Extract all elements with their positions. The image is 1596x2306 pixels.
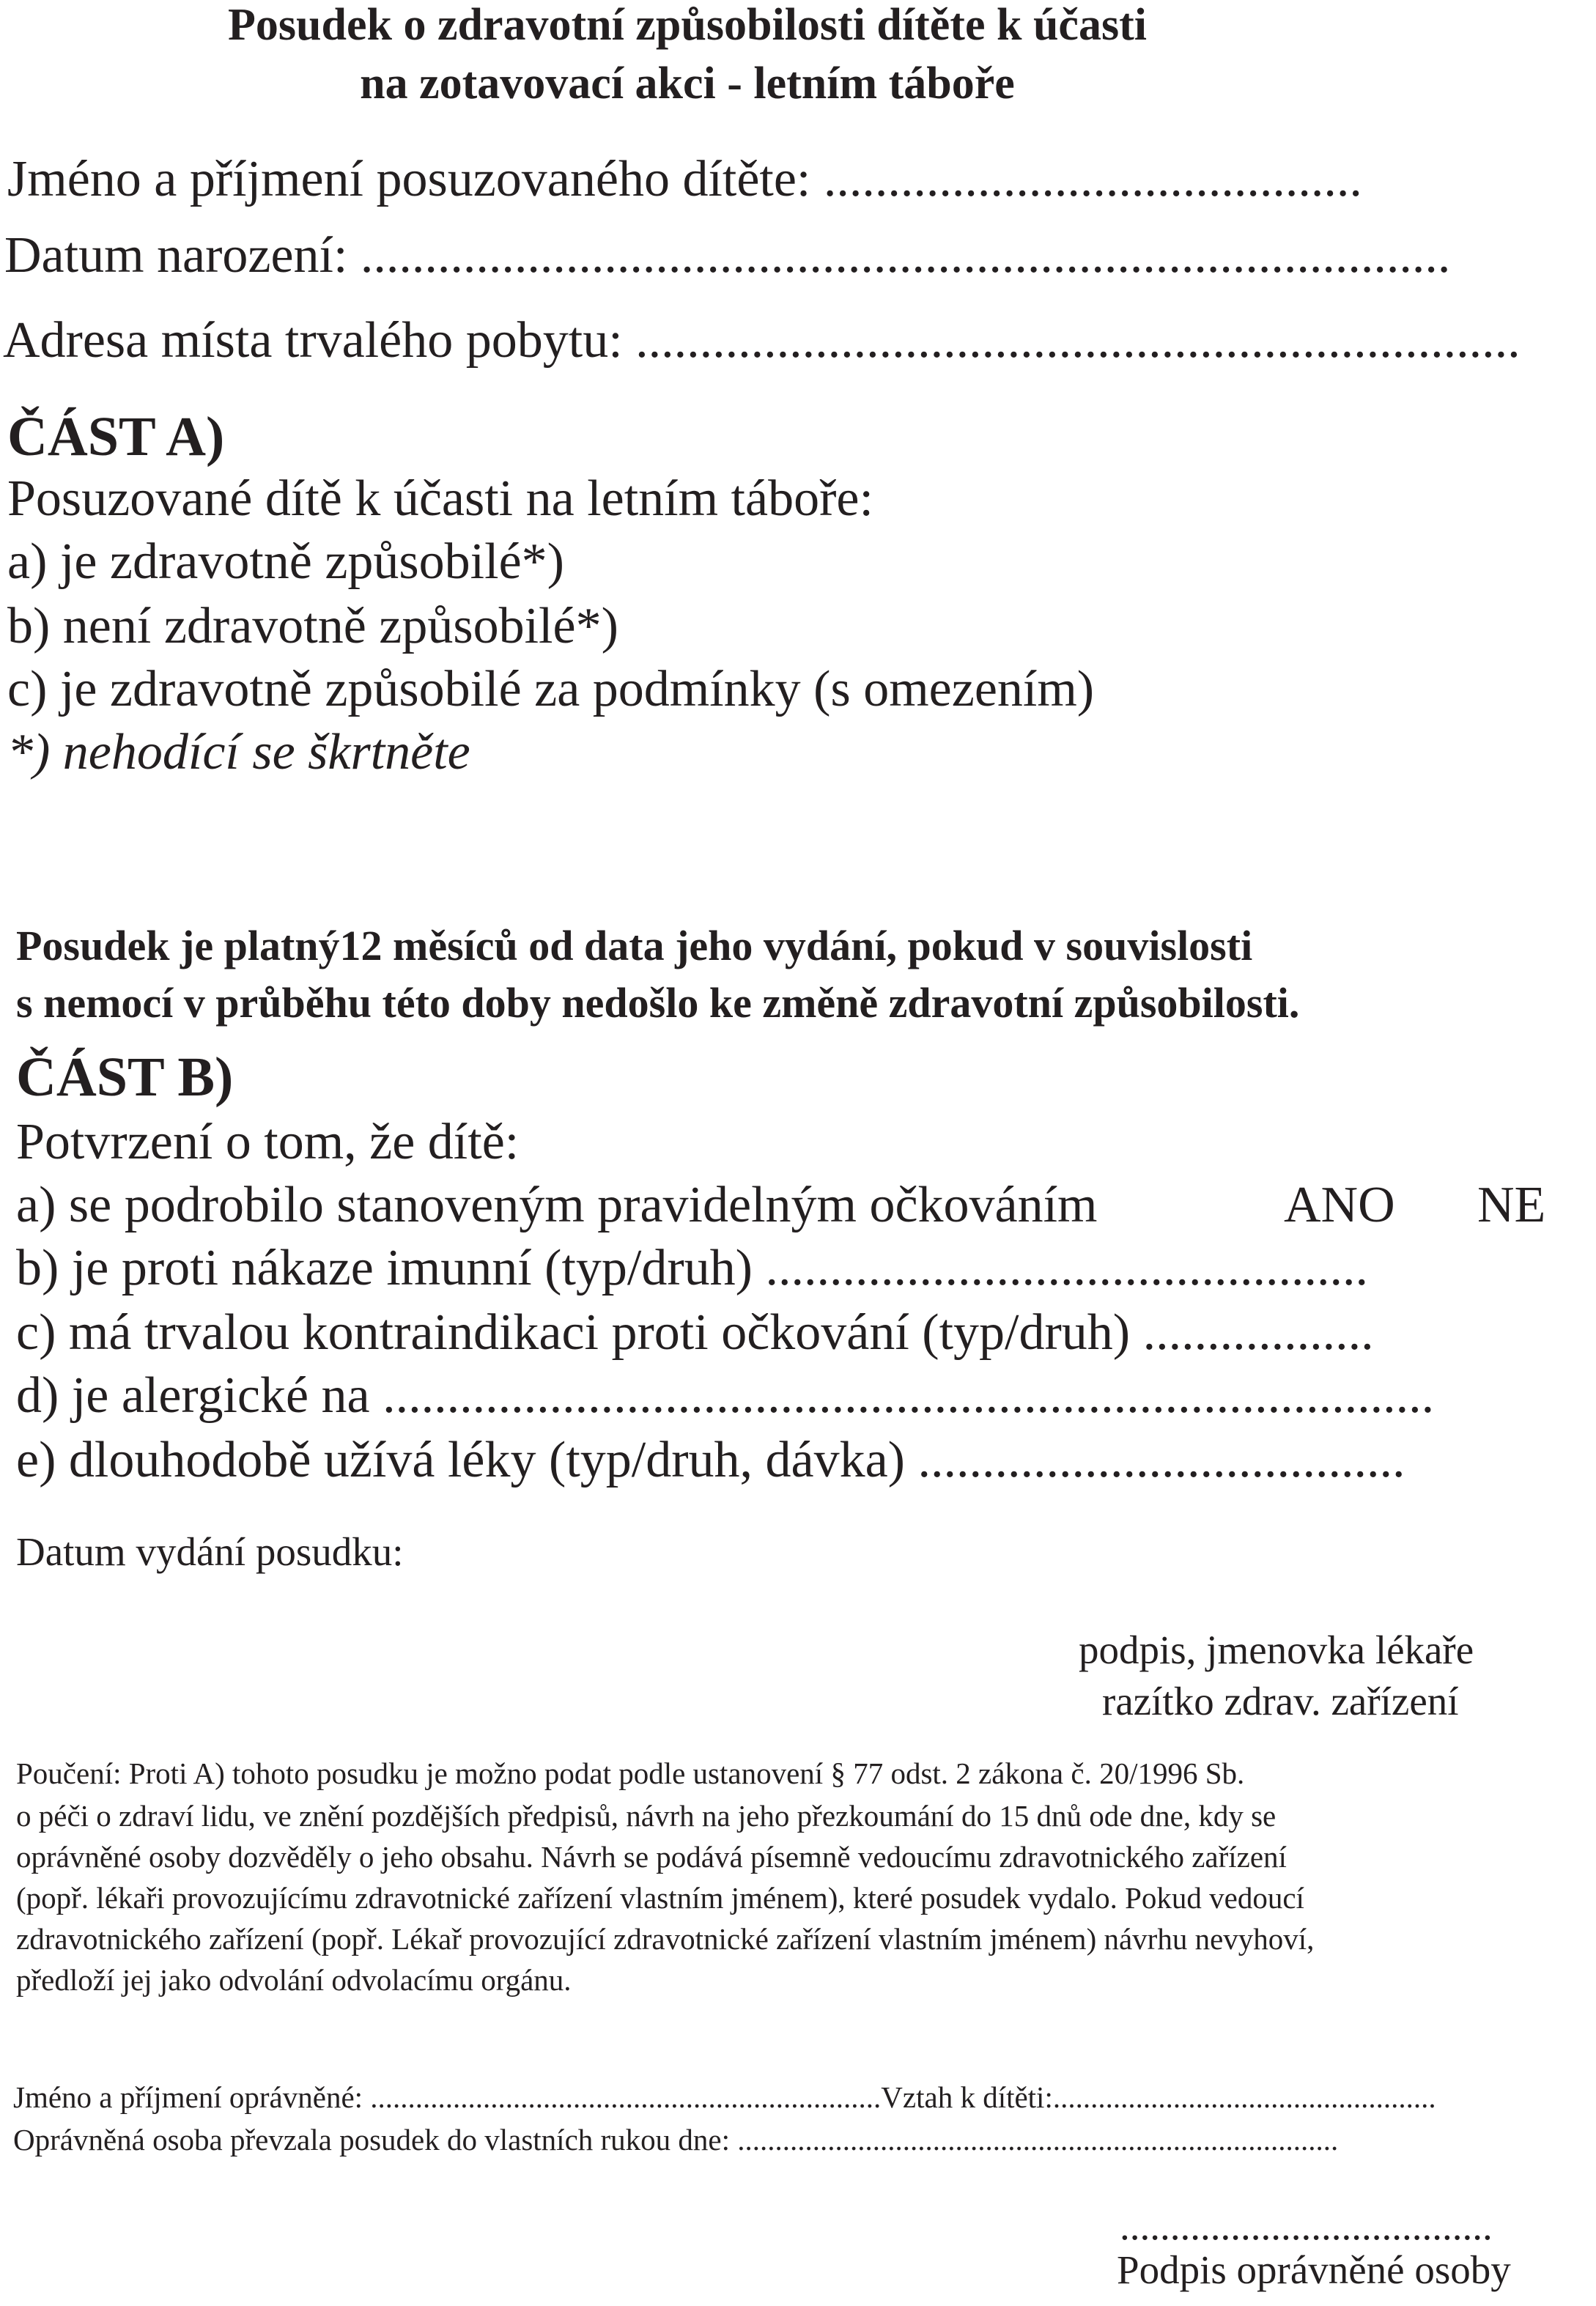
- notice-line-3: oprávněné osoby dozvěděly o jeho obsahu. Návrh se podává písemně vedoucímu zdravotnického zařízení: [16, 1840, 1287, 1874]
- notice-line-4: (popř. lékaři provozujícímu zdravotnické zařízení vlastním jménem), které posudek vydalo. Pokud vedoucí: [16, 1881, 1304, 1915]
- part-b-item-b[interactable]: b) je proti nákaze imunní (typ/druh) ...............................................: [16, 1240, 1368, 1296]
- authorized-signature-line[interactable]: .....................................: [1120, 2203, 1493, 2248]
- part-a-option-a[interactable]: a) je zdravotně způsobilé*): [7, 533, 564, 590]
- validity-note-line-1: Posudek je platný12 měsíců od data jeho vydání, pokud v souvislosti: [16, 922, 1253, 969]
- notice-line-1: Poučení: Proti A) tohoto posudku je možno podat podle ustanovení § 77 odst. 2 zákona č. 20/1996 Sb.: [16, 1756, 1245, 1790]
- part-b-intro: Potvrzení o tom, že dítě:: [16, 1114, 520, 1170]
- stamp-label: razítko zdrav. zařízení: [1102, 1679, 1459, 1723]
- part-b-heading: ČÁST B): [16, 1046, 234, 1108]
- authorized-name-relation-field[interactable]: Jméno a příjmení oprávněné: ....................................................................Vztah k dítěti:...................................................: [13, 2080, 1436, 2114]
- notice-line-2: o péči o zdraví lidu, ve znění pozdějších předpisů, návrh na jeho přezkoumání do 15 dnů ode dne, kdy se: [16, 1799, 1277, 1833]
- part-b-item-e[interactable]: e) dlouhodobě užívá léky (typ/druh, dávka) ......................................: [16, 1432, 1405, 1488]
- part-a-footnote: *) nehodící se škrtněte: [7, 724, 470, 780]
- vaccination-no-option[interactable]: NE: [1477, 1177, 1546, 1233]
- part-b-item-d[interactable]: d) je alergické na ..................................................................................: [16, 1367, 1435, 1424]
- authorized-received-date-field[interactable]: Oprávněná osoba převzala posudek do vlastních rukou dne: ................................................................................: [13, 2123, 1339, 2157]
- notice-line-5: zdravotnického zařízení (popř. Lékař provozující zdravotnické zařízení vlastním jménem) návrhu nevyhoví,: [16, 1922, 1315, 1956]
- notice-line-6: předloží jej jako odvolání odvolacímu orgánu.: [16, 1963, 572, 1997]
- address-field[interactable]: Adresa místa trvalého pobytu: .....................................................................: [3, 312, 1521, 369]
- part-a-intro: Posuzované dítě k účasti na letním táboře:: [7, 470, 873, 527]
- part-a-option-b[interactable]: b) není zdravotně způsobilé*): [7, 598, 618, 654]
- part-b-item-a: a) se podrobilo stanoveným pravidelným očkováním: [16, 1177, 1098, 1233]
- part-b-item-c[interactable]: c) má trvalou kontraindikaci proti očkování (typ/druh) ..................: [16, 1304, 1374, 1361]
- document-title-line-1: Posudek o zdravotní způsobilosti dítěte k účasti: [228, 0, 1147, 50]
- issue-date-label: Datum vydání posudku:: [16, 1529, 404, 1574]
- child-name-field[interactable]: Jméno a příjmení posuzovaného dítěte: ..........................................: [7, 151, 1362, 207]
- authorized-signature-label: Podpis oprávněné osoby: [1117, 2247, 1511, 2292]
- part-a-option-c[interactable]: c) je zdravotně způsobilé za podmínky (s omezením): [7, 661, 1095, 717]
- doctor-signature-label: podpis, jmenovka lékaře: [1079, 1627, 1474, 1672]
- document-title-line-2: na zotavovací akci - letním táboře: [360, 59, 1015, 108]
- birth-date-field[interactable]: Datum narození: .....................................................................................: [4, 227, 1451, 284]
- validity-note-line-2: s nemocí v průběhu této doby nedošlo ke změně zdravotní způsobilosti.: [16, 979, 1300, 1027]
- part-a-heading: ČÁST A): [7, 406, 225, 468]
- vaccination-yes-option[interactable]: ANO: [1284, 1177, 1395, 1233]
